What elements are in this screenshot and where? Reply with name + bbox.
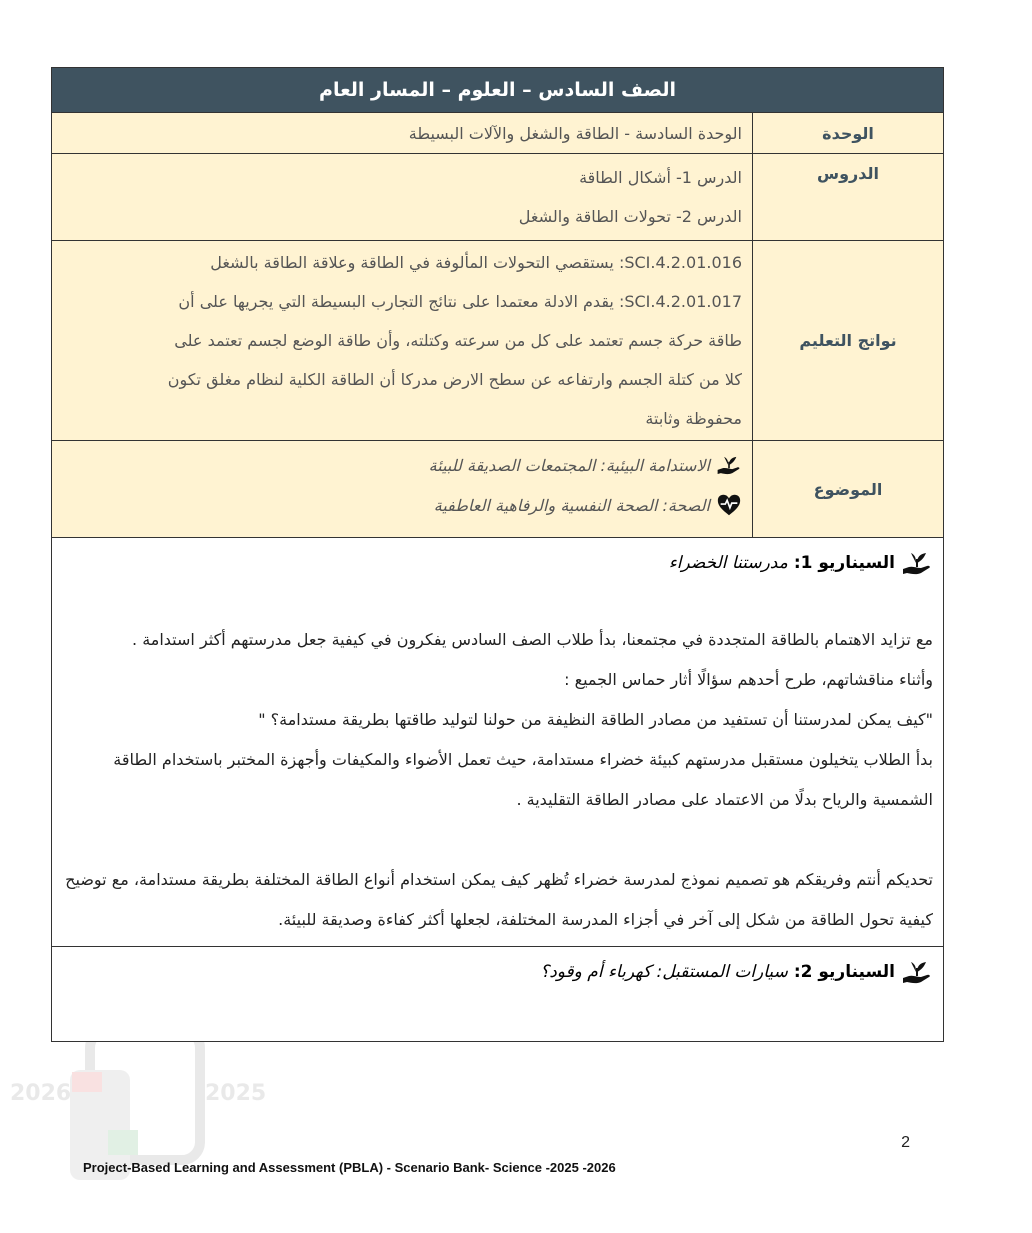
hand-plant-icon bbox=[716, 452, 742, 478]
unit-text: الوحدة السادسة - الطاقة والشغل والآلات البسيطة bbox=[408, 123, 742, 143]
outcome-line: SCI.4.2.01.016: يستقصي التحولات المألوفة في الطاقة وعلاقة الطاقة بالشغل bbox=[210, 253, 742, 272]
outcome-line: طاقة حركة جسم تعتمد على كل من سرعته وكتلته، وأن طاقة الوضع لجسم تعتمد على bbox=[174, 331, 742, 350]
scenario-2-heading bbox=[62, 955, 933, 989]
hand-plant-icon bbox=[901, 549, 933, 577]
row-topic-value bbox=[52, 441, 752, 537]
row-unit bbox=[52, 113, 943, 154]
lesson-item: الدرس 1- أشكال الطاقة bbox=[579, 168, 742, 187]
row-lessons bbox=[52, 154, 943, 241]
scenario-1-challenge: تحديكم أنتم وفريقكم هو تصميم نموذج لمدرسة خضراء تُظهر كيف يمكن استخدام أنواع الطاقة المختلفة بطريقة مستدامة، مع توضيح كيفية تحول الطاقة من شكل إلى آخر في أجزاء المدرسة المختلفة، لجعلها أكثر كفاءة وصديقة للبيئة. bbox=[65, 870, 933, 929]
scenario-1-heading bbox=[62, 546, 933, 580]
row-topic-label: الموضوع bbox=[752, 441, 943, 537]
scenario-2-title: سيارات المستقبل: كهرباء أم وقود؟ bbox=[540, 962, 788, 982]
watermark-flag-red bbox=[72, 1072, 102, 1092]
row-unit-label: الوحدة bbox=[752, 113, 943, 153]
curriculum-table bbox=[51, 67, 944, 1042]
hand-plant-icon bbox=[901, 958, 933, 986]
watermark-flag-green bbox=[108, 1130, 138, 1155]
row-lessons-value bbox=[52, 154, 752, 240]
row-outcomes-value bbox=[52, 241, 752, 440]
page-footer: Project-Based Learning and Assessment (PBLA) - Scenario Bank- Science -2025 -2026 bbox=[83, 1160, 616, 1175]
outcome-line: SCI.4.2.01.017: يقدم الادلة معتمدا على نتائج التجارب البسيطة التي يجريها على أن bbox=[178, 292, 742, 311]
scenario-1-title: مدرستنا الخضراء bbox=[668, 553, 788, 573]
row-outcomes bbox=[52, 241, 943, 441]
outcome-line: كلا من كتلة الجسم وارتفاعه عن سطح الارض مدركا أن الطاقة الكلية لنظام مغلق تكون bbox=[167, 370, 742, 389]
scenario-1-paragraph: "كيف يمكن لمدرستنا أن تستفيد من مصادر الطاقة النظيفة من حولنا لتوليد طاقتها بطريقة مستدامة؟ " bbox=[258, 710, 933, 729]
lesson-item: الدرس 2- تحولات الطاقة والشغل bbox=[518, 207, 742, 226]
row-topic bbox=[52, 441, 943, 538]
table-title: الصف السادس – العلوم – المسار العام bbox=[52, 68, 943, 113]
scenario-1-paragraph: مع تزايد الاهتمام بالطاقة المتجددة في مجتمعنا، بدأ طلاب الصف السادس يفكرون في كيفية جعل مدرستهم أكثر استدامة . bbox=[132, 630, 933, 649]
row-lessons-label: الدروس bbox=[752, 154, 943, 240]
row-unit-value bbox=[52, 113, 752, 153]
scenario-1-paragraph: بدأ الطلاب يتخيلون مستقبل مدرستهم كبيئة خضراء مستدامة، حيث تعمل الأضواء والمكيفات وأجهزة المختبر باستخدام الطاقة الشمسية والرياح بدلًا من الاعتماد على مصادر الطاقة التقليدية . bbox=[113, 750, 933, 809]
watermark-year-left: 2026 bbox=[10, 1081, 72, 1106]
watermark-year-right: 2025 bbox=[205, 1081, 267, 1106]
page-number: 2 bbox=[901, 1134, 910, 1151]
scenario-1-paragraph: وأثناء مناقشاتهم، طرح أحدهم سؤالًا أثار حماس الجميع : bbox=[564, 670, 933, 689]
scenario-2-label: السيناريو 2: bbox=[793, 962, 895, 982]
topic-item-sustainability bbox=[62, 445, 742, 485]
scenario-1 bbox=[52, 538, 943, 947]
heart-pulse-icon bbox=[716, 492, 742, 518]
row-outcomes-label: نواتج التعليم bbox=[752, 241, 943, 440]
topic-text: الصحة: الصحة النفسية والرفاهية العاطفية bbox=[433, 495, 710, 515]
scenario-2 bbox=[52, 947, 943, 1041]
topic-item-health bbox=[62, 485, 742, 525]
outcome-line: محفوظة وثابتة bbox=[645, 409, 742, 428]
scenario-1-label: السيناريو 1: bbox=[793, 553, 895, 573]
topic-text: الاستدامة البيئية: المجتمعات الصديقة للبيئة bbox=[428, 455, 710, 475]
watermark-tablet-shape bbox=[90, 1030, 200, 1160]
